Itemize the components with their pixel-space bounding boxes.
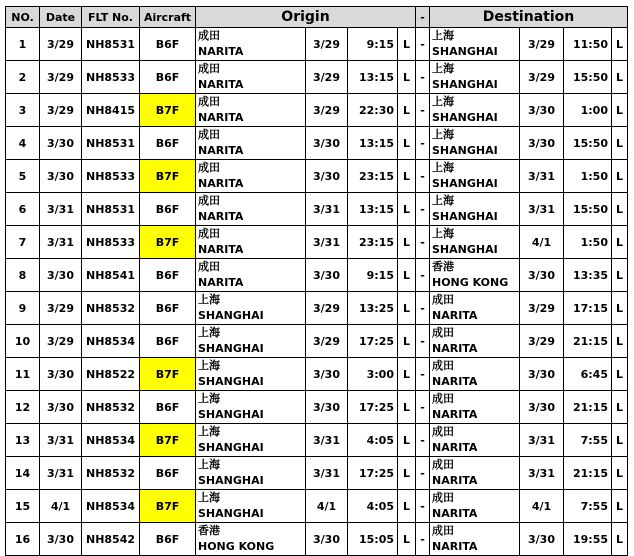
- row-origin-local: L: [398, 490, 416, 523]
- row-origin-place: [196, 259, 306, 292]
- row-origin-place: [196, 358, 306, 391]
- row-number: 1: [6, 28, 40, 61]
- row-origin-local: L: [398, 193, 416, 226]
- header-separator: -: [416, 7, 430, 28]
- row-destination-time: 21:15: [564, 391, 612, 424]
- origin-name-en: NARITA: [198, 276, 244, 289]
- row-destination-place: [430, 523, 520, 556]
- row-aircraft: B6F: [140, 523, 196, 556]
- row-number: 2: [6, 61, 40, 94]
- table-row: [6, 457, 628, 490]
- row-separator: -: [416, 358, 430, 391]
- row-destination-place: [430, 61, 520, 94]
- row-origin-time: 23:15: [348, 160, 398, 193]
- destination-name-en: HONG KONG: [432, 276, 509, 289]
- origin-name-jp: 上海: [198, 293, 220, 306]
- destination-name-jp: 成田: [432, 425, 454, 438]
- table-row: [6, 325, 628, 358]
- row-separator: -: [416, 457, 430, 490]
- row-destination-time: 7:55: [564, 424, 612, 457]
- destination-name-jp: 上海: [432, 62, 454, 75]
- row-origin-date: 4/1: [306, 490, 348, 523]
- row-origin-place: [196, 127, 306, 160]
- origin-name-jp: 成田: [198, 128, 220, 141]
- destination-name-en: NARITA: [432, 474, 478, 487]
- row-aircraft: B6F: [140, 127, 196, 160]
- row-origin-place: [196, 424, 306, 457]
- row-aircraft: B7F: [140, 94, 196, 127]
- row-separator: -: [416, 28, 430, 61]
- row-destination-place: [430, 292, 520, 325]
- row-destination-local: L: [612, 160, 628, 193]
- row-destination-place: [430, 160, 520, 193]
- row-destination-time: 19:55: [564, 523, 612, 556]
- row-aircraft: B6F: [140, 28, 196, 61]
- header-aircraft: Aircraft: [140, 7, 196, 28]
- origin-name-jp: 成田: [198, 62, 220, 75]
- row-number: 9: [6, 292, 40, 325]
- table-row: [6, 292, 628, 325]
- origin-name-en: NARITA: [198, 144, 244, 157]
- row-origin-date: 3/29: [306, 94, 348, 127]
- row-flight-no: NH8532: [82, 457, 140, 490]
- row-destination-place: [430, 358, 520, 391]
- row-destination-local: L: [612, 292, 628, 325]
- destination-name-jp: 上海: [432, 95, 454, 108]
- row-number: 12: [6, 391, 40, 424]
- row-aircraft: B7F: [140, 424, 196, 457]
- destination-name-jp: 上海: [432, 128, 454, 141]
- row-date: 3/31: [40, 226, 82, 259]
- row-origin-time: 9:15: [348, 28, 398, 61]
- row-origin-date: 3/29: [306, 61, 348, 94]
- origin-name-jp: 上海: [198, 458, 220, 471]
- row-date: 3/30: [40, 391, 82, 424]
- row-origin-time: 17:25: [348, 391, 398, 424]
- row-number: 8: [6, 259, 40, 292]
- row-destination-date: 3/30: [520, 523, 564, 556]
- row-origin-local: L: [398, 94, 416, 127]
- row-destination-date: 3/29: [520, 28, 564, 61]
- origin-name-en: NARITA: [198, 111, 244, 124]
- row-aircraft: B6F: [140, 259, 196, 292]
- table-row: [6, 94, 628, 127]
- row-origin-time: 13:15: [348, 127, 398, 160]
- row-date: 3/30: [40, 160, 82, 193]
- row-destination-place: [430, 127, 520, 160]
- origin-name-en: NARITA: [198, 210, 244, 223]
- row-separator: -: [416, 61, 430, 94]
- row-destination-local: L: [612, 61, 628, 94]
- row-origin-time: 13:25: [348, 292, 398, 325]
- row-destination-date: 3/31: [520, 457, 564, 490]
- row-origin-place: [196, 457, 306, 490]
- row-destination-local: L: [612, 424, 628, 457]
- origin-name-en: NARITA: [198, 45, 244, 58]
- destination-name-jp: 成田: [432, 458, 454, 471]
- row-destination-place: [430, 28, 520, 61]
- row-separator: -: [416, 325, 430, 358]
- row-destination-local: L: [612, 457, 628, 490]
- destination-name-en: SHANGHAI: [432, 144, 498, 157]
- destination-name-en: NARITA: [432, 309, 478, 322]
- header-no: NO.: [6, 7, 40, 28]
- row-destination-date: 3/30: [520, 259, 564, 292]
- origin-name-jp: 成田: [198, 194, 220, 207]
- row-destination-local: L: [612, 94, 628, 127]
- row-aircraft: B6F: [140, 325, 196, 358]
- row-origin-time: 13:15: [348, 61, 398, 94]
- flight-table: [5, 6, 628, 556]
- table-row: [6, 226, 628, 259]
- row-origin-date: 3/31: [306, 457, 348, 490]
- origin-name-en: SHANGHAI: [198, 408, 264, 421]
- origin-name-en: NARITA: [198, 177, 244, 190]
- row-number: 16: [6, 523, 40, 556]
- row-destination-local: L: [612, 391, 628, 424]
- row-destination-time: 6:45: [564, 358, 612, 391]
- header-destination: Destination: [430, 7, 628, 28]
- row-origin-date: 3/29: [306, 28, 348, 61]
- row-destination-place: [430, 325, 520, 358]
- row-number: 10: [6, 325, 40, 358]
- row-origin-date: 3/30: [306, 358, 348, 391]
- row-destination-date: 3/30: [520, 391, 564, 424]
- row-destination-place: [430, 424, 520, 457]
- row-origin-time: 4:05: [348, 490, 398, 523]
- row-destination-local: L: [612, 490, 628, 523]
- row-origin-time: 17:25: [348, 325, 398, 358]
- row-origin-date: 3/29: [306, 325, 348, 358]
- row-flight-no: NH8533: [82, 226, 140, 259]
- row-destination-time: 7:55: [564, 490, 612, 523]
- row-number: 6: [6, 193, 40, 226]
- row-number: 4: [6, 127, 40, 160]
- row-destination-place: [430, 490, 520, 523]
- row-origin-date: 3/30: [306, 391, 348, 424]
- row-flight-no: NH8531: [82, 28, 140, 61]
- destination-name-jp: 香港: [432, 260, 454, 273]
- row-destination-date: 3/30: [520, 127, 564, 160]
- row-date: 3/29: [40, 94, 82, 127]
- row-aircraft: B7F: [140, 490, 196, 523]
- row-destination-time: 17:15: [564, 292, 612, 325]
- table-row: [6, 523, 628, 556]
- row-origin-place: [196, 490, 306, 523]
- row-date: 3/31: [40, 457, 82, 490]
- row-origin-place: [196, 391, 306, 424]
- row-destination-local: L: [612, 358, 628, 391]
- row-origin-local: L: [398, 259, 416, 292]
- row-flight-no: NH8531: [82, 193, 140, 226]
- row-destination-date: 3/31: [520, 424, 564, 457]
- row-origin-time: 9:15: [348, 259, 398, 292]
- destination-name-en: SHANGHAI: [432, 177, 498, 190]
- destination-name-jp: 上海: [432, 194, 454, 207]
- row-separator: -: [416, 391, 430, 424]
- row-flight-no: NH8531: [82, 127, 140, 160]
- row-destination-time: 11:50: [564, 28, 612, 61]
- row-origin-local: L: [398, 358, 416, 391]
- row-flight-no: NH8541: [82, 259, 140, 292]
- row-origin-time: 4:05: [348, 424, 398, 457]
- row-origin-local: L: [398, 160, 416, 193]
- destination-name-en: NARITA: [432, 408, 478, 421]
- row-date: 3/30: [40, 358, 82, 391]
- row-date: 3/30: [40, 127, 82, 160]
- table-row: [6, 61, 628, 94]
- table-row: [6, 391, 628, 424]
- row-destination-date: 3/30: [520, 358, 564, 391]
- origin-name-en: HONG KONG: [198, 540, 275, 553]
- row-flight-no: NH8534: [82, 490, 140, 523]
- row-destination-time: 15:50: [564, 193, 612, 226]
- row-destination-local: L: [612, 226, 628, 259]
- origin-name-en: NARITA: [198, 78, 244, 91]
- destination-name-jp: 成田: [432, 326, 454, 339]
- row-destination-time: 1:50: [564, 226, 612, 259]
- row-date: 4/1: [40, 490, 82, 523]
- row-destination-time: 1:50: [564, 160, 612, 193]
- row-flight-no: NH8532: [82, 292, 140, 325]
- table-row: [6, 28, 628, 61]
- row-origin-date: 3/30: [306, 127, 348, 160]
- destination-name-en: SHANGHAI: [432, 243, 498, 256]
- row-origin-date: 3/31: [306, 226, 348, 259]
- row-number: 3: [6, 94, 40, 127]
- origin-name-jp: 上海: [198, 392, 220, 405]
- table-row: [6, 424, 628, 457]
- destination-name-en: NARITA: [432, 441, 478, 454]
- header-row: [6, 7, 628, 28]
- row-destination-date: 4/1: [520, 226, 564, 259]
- header-flight-no: FLT No.: [82, 7, 140, 28]
- row-destination-local: L: [612, 259, 628, 292]
- row-origin-date: 3/30: [306, 523, 348, 556]
- origin-name-jp: 香港: [198, 524, 220, 537]
- row-origin-time: 13:15: [348, 193, 398, 226]
- row-destination-place: [430, 226, 520, 259]
- row-separator: -: [416, 226, 430, 259]
- row-destination-date: 3/29: [520, 61, 564, 94]
- row-destination-date: 3/30: [520, 94, 564, 127]
- header-date: Date: [40, 7, 82, 28]
- row-origin-local: L: [398, 325, 416, 358]
- row-destination-time: 21:15: [564, 325, 612, 358]
- row-origin-local: L: [398, 28, 416, 61]
- row-destination-local: L: [612, 127, 628, 160]
- row-aircraft: B7F: [140, 226, 196, 259]
- row-separator: -: [416, 424, 430, 457]
- origin-name-jp: 成田: [198, 260, 220, 273]
- row-separator: -: [416, 160, 430, 193]
- table-row: [6, 490, 628, 523]
- row-origin-time: 15:05: [348, 523, 398, 556]
- row-separator: -: [416, 490, 430, 523]
- row-date: 3/29: [40, 325, 82, 358]
- row-destination-date: 3/31: [520, 160, 564, 193]
- destination-name-en: NARITA: [432, 540, 478, 553]
- flight-schedule: [5, 6, 628, 556]
- row-destination-place: [430, 391, 520, 424]
- row-destination-time: 15:50: [564, 127, 612, 160]
- origin-name-jp: 成田: [198, 95, 220, 108]
- destination-name-jp: 上海: [432, 227, 454, 240]
- row-destination-place: [430, 193, 520, 226]
- row-origin-place: [196, 61, 306, 94]
- row-destination-time: 13:35: [564, 259, 612, 292]
- destination-name-en: NARITA: [432, 342, 478, 355]
- row-number: 15: [6, 490, 40, 523]
- row-destination-local: L: [612, 325, 628, 358]
- destination-name-jp: 成田: [432, 524, 454, 537]
- destination-name-en: NARITA: [432, 375, 478, 388]
- origin-name-jp: 成田: [198, 227, 220, 240]
- row-destination-local: L: [612, 28, 628, 61]
- row-separator: -: [416, 193, 430, 226]
- header-origin: Origin: [196, 7, 416, 28]
- row-destination-date: 3/29: [520, 292, 564, 325]
- row-separator: -: [416, 94, 430, 127]
- row-date: 3/31: [40, 424, 82, 457]
- row-origin-place: [196, 193, 306, 226]
- destination-name-jp: 上海: [432, 161, 454, 174]
- row-origin-time: 22:30: [348, 94, 398, 127]
- origin-name-jp: 成田: [198, 29, 220, 42]
- row-aircraft: B6F: [140, 61, 196, 94]
- origin-name-en: NARITA: [198, 243, 244, 256]
- row-origin-date: 3/29: [306, 292, 348, 325]
- row-aircraft: B6F: [140, 457, 196, 490]
- destination-name-jp: 上海: [432, 29, 454, 42]
- row-flight-no: NH8415: [82, 94, 140, 127]
- row-flight-no: NH8542: [82, 523, 140, 556]
- row-origin-local: L: [398, 457, 416, 490]
- destination-name-en: NARITA: [432, 507, 478, 520]
- origin-name-jp: 上海: [198, 326, 220, 339]
- destination-name-en: SHANGHAI: [432, 210, 498, 223]
- row-origin-local: L: [398, 391, 416, 424]
- row-number: 7: [6, 226, 40, 259]
- row-destination-time: 21:15: [564, 457, 612, 490]
- origin-name-en: SHANGHAI: [198, 309, 264, 322]
- row-number: 13: [6, 424, 40, 457]
- row-date: 3/29: [40, 28, 82, 61]
- row-origin-place: [196, 523, 306, 556]
- row-origin-local: L: [398, 523, 416, 556]
- destination-name-jp: 成田: [432, 293, 454, 306]
- row-flight-no: NH8522: [82, 358, 140, 391]
- row-origin-local: L: [398, 127, 416, 160]
- row-origin-date: 3/30: [306, 160, 348, 193]
- table-row: [6, 127, 628, 160]
- row-destination-time: 15:50: [564, 61, 612, 94]
- row-destination-place: [430, 94, 520, 127]
- row-flight-no: NH8533: [82, 61, 140, 94]
- row-date: 3/29: [40, 61, 82, 94]
- row-origin-place: [196, 28, 306, 61]
- table-row: [6, 160, 628, 193]
- origin-name-jp: 上海: [198, 359, 220, 372]
- origin-name-en: SHANGHAI: [198, 342, 264, 355]
- row-number: 11: [6, 358, 40, 391]
- destination-name-en: SHANGHAI: [432, 111, 498, 124]
- origin-name-jp: 上海: [198, 491, 220, 504]
- row-origin-local: L: [398, 292, 416, 325]
- row-origin-place: [196, 292, 306, 325]
- origin-name-en: SHANGHAI: [198, 507, 264, 520]
- row-date: 3/29: [40, 292, 82, 325]
- destination-name-en: SHANGHAI: [432, 45, 498, 58]
- origin-name-jp: 上海: [198, 425, 220, 438]
- destination-name-jp: 成田: [432, 392, 454, 405]
- row-flight-no: NH8532: [82, 391, 140, 424]
- row-aircraft: B6F: [140, 193, 196, 226]
- row-date: 3/31: [40, 193, 82, 226]
- row-origin-date: 3/31: [306, 424, 348, 457]
- row-origin-date: 3/30: [306, 259, 348, 292]
- row-origin-time: 23:15: [348, 226, 398, 259]
- row-destination-local: L: [612, 523, 628, 556]
- row-date: 3/30: [40, 259, 82, 292]
- destination-name-jp: 成田: [432, 359, 454, 372]
- row-number: 14: [6, 457, 40, 490]
- table-row: [6, 358, 628, 391]
- row-origin-time: 17:25: [348, 457, 398, 490]
- row-separator: -: [416, 523, 430, 556]
- row-destination-place: [430, 457, 520, 490]
- row-number: 5: [6, 160, 40, 193]
- origin-name-jp: 成田: [198, 161, 220, 174]
- row-destination-time: 1:00: [564, 94, 612, 127]
- origin-name-en: SHANGHAI: [198, 441, 264, 454]
- row-aircraft: B6F: [140, 292, 196, 325]
- row-flight-no: NH8533: [82, 160, 140, 193]
- row-destination-place: [430, 259, 520, 292]
- row-origin-local: L: [398, 61, 416, 94]
- row-origin-date: 3/31: [306, 193, 348, 226]
- row-origin-place: [196, 325, 306, 358]
- row-origin-place: [196, 226, 306, 259]
- table-row: [6, 193, 628, 226]
- row-separator: -: [416, 259, 430, 292]
- row-destination-date: 4/1: [520, 490, 564, 523]
- row-flight-no: NH8534: [82, 325, 140, 358]
- row-separator: -: [416, 127, 430, 160]
- row-destination-local: L: [612, 193, 628, 226]
- table-row: [6, 259, 628, 292]
- row-separator: -: [416, 292, 430, 325]
- row-destination-date: 3/29: [520, 325, 564, 358]
- destination-name-en: SHANGHAI: [432, 78, 498, 91]
- origin-name-en: SHANGHAI: [198, 474, 264, 487]
- row-origin-place: [196, 160, 306, 193]
- row-destination-date: 3/31: [520, 193, 564, 226]
- row-origin-time: 3:00: [348, 358, 398, 391]
- row-flight-no: NH8534: [82, 424, 140, 457]
- destination-name-jp: 成田: [432, 491, 454, 504]
- row-date: 3/30: [40, 523, 82, 556]
- row-aircraft: B7F: [140, 358, 196, 391]
- origin-name-en: SHANGHAI: [198, 375, 264, 388]
- row-origin-place: [196, 94, 306, 127]
- row-origin-local: L: [398, 424, 416, 457]
- row-aircraft: B7F: [140, 160, 196, 193]
- row-aircraft: B6F: [140, 391, 196, 424]
- row-origin-local: L: [398, 226, 416, 259]
